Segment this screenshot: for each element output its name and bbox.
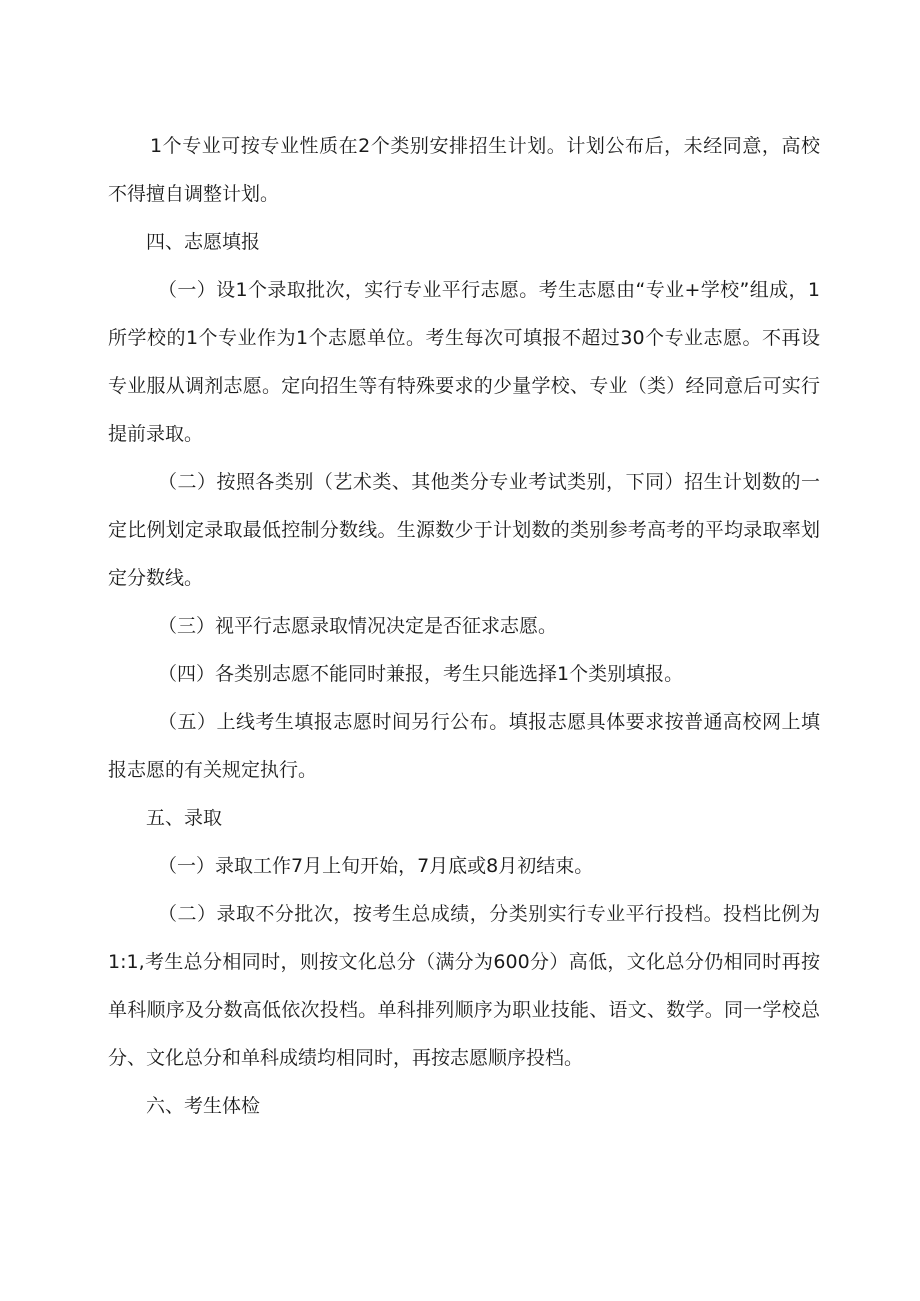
paragraph-admission-2: （二）录取不分批次，按考生总成绩，分类别实行专业平行投档。投档比例为1:1,考生总分相同时，则按文化总分（满分为600分）高低，文化总分仍相同时再按单科顺序及分数高低依次投档。单科排列顺序为职业技能、语文、数学。同一学校总分、文化总分和单科成绩均相同时，再按志愿顺序投档。 — [108, 903, 820, 1069]
document-body — [108, 122, 820, 1130]
paragraph-application-5: （五）上线考生填报志愿时间另行公布。填报志愿具体要求按普通高校网上填报志愿的有关规定执行。 — [108, 711, 820, 781]
paragraph-plan-adjustment: 1个专业可按专业性质在2个类别安排招生计划。计划公布后，未经同意，高校不得擅自调整计划。 — [108, 135, 820, 205]
section-heading-application: 四、志愿填报 — [146, 231, 261, 253]
paragraph-application-1: （一）设1个录取批次，实行专业平行志愿。考生志愿由“专业+学校”组成，1所学校的1个专业作为1个志愿单位。考生每次可填报不超过30个专业志愿。不再设专业服从调剂志愿。定向招生等有特殊要求的少量学校、专业（类）经同意后可实行提前录取。 — [108, 279, 820, 445]
paragraph-application-3: （三）视平行志愿录取情况决定是否征求志愿。 — [158, 615, 558, 637]
paragraph-admission-1: （一）录取工作7月上旬开始，7月底或8月初结束。 — [158, 855, 594, 877]
paragraph-application-4: （四）各类别志愿不能同时兼报，考生只能选择1个类别填报。 — [158, 663, 684, 685]
section-heading-admission: 五、录取 — [146, 807, 223, 829]
section-heading-medical-exam: 六、考生体检 — [146, 1095, 261, 1117]
paragraph-application-2: （二）按照各类别（艺术类、其他类分专业考试类别，下同）招生计划数的一定比例划定录取最低控制分数线。生源数少于计划数的类别参考高考的平均录取率划定分数线。 — [108, 471, 820, 589]
